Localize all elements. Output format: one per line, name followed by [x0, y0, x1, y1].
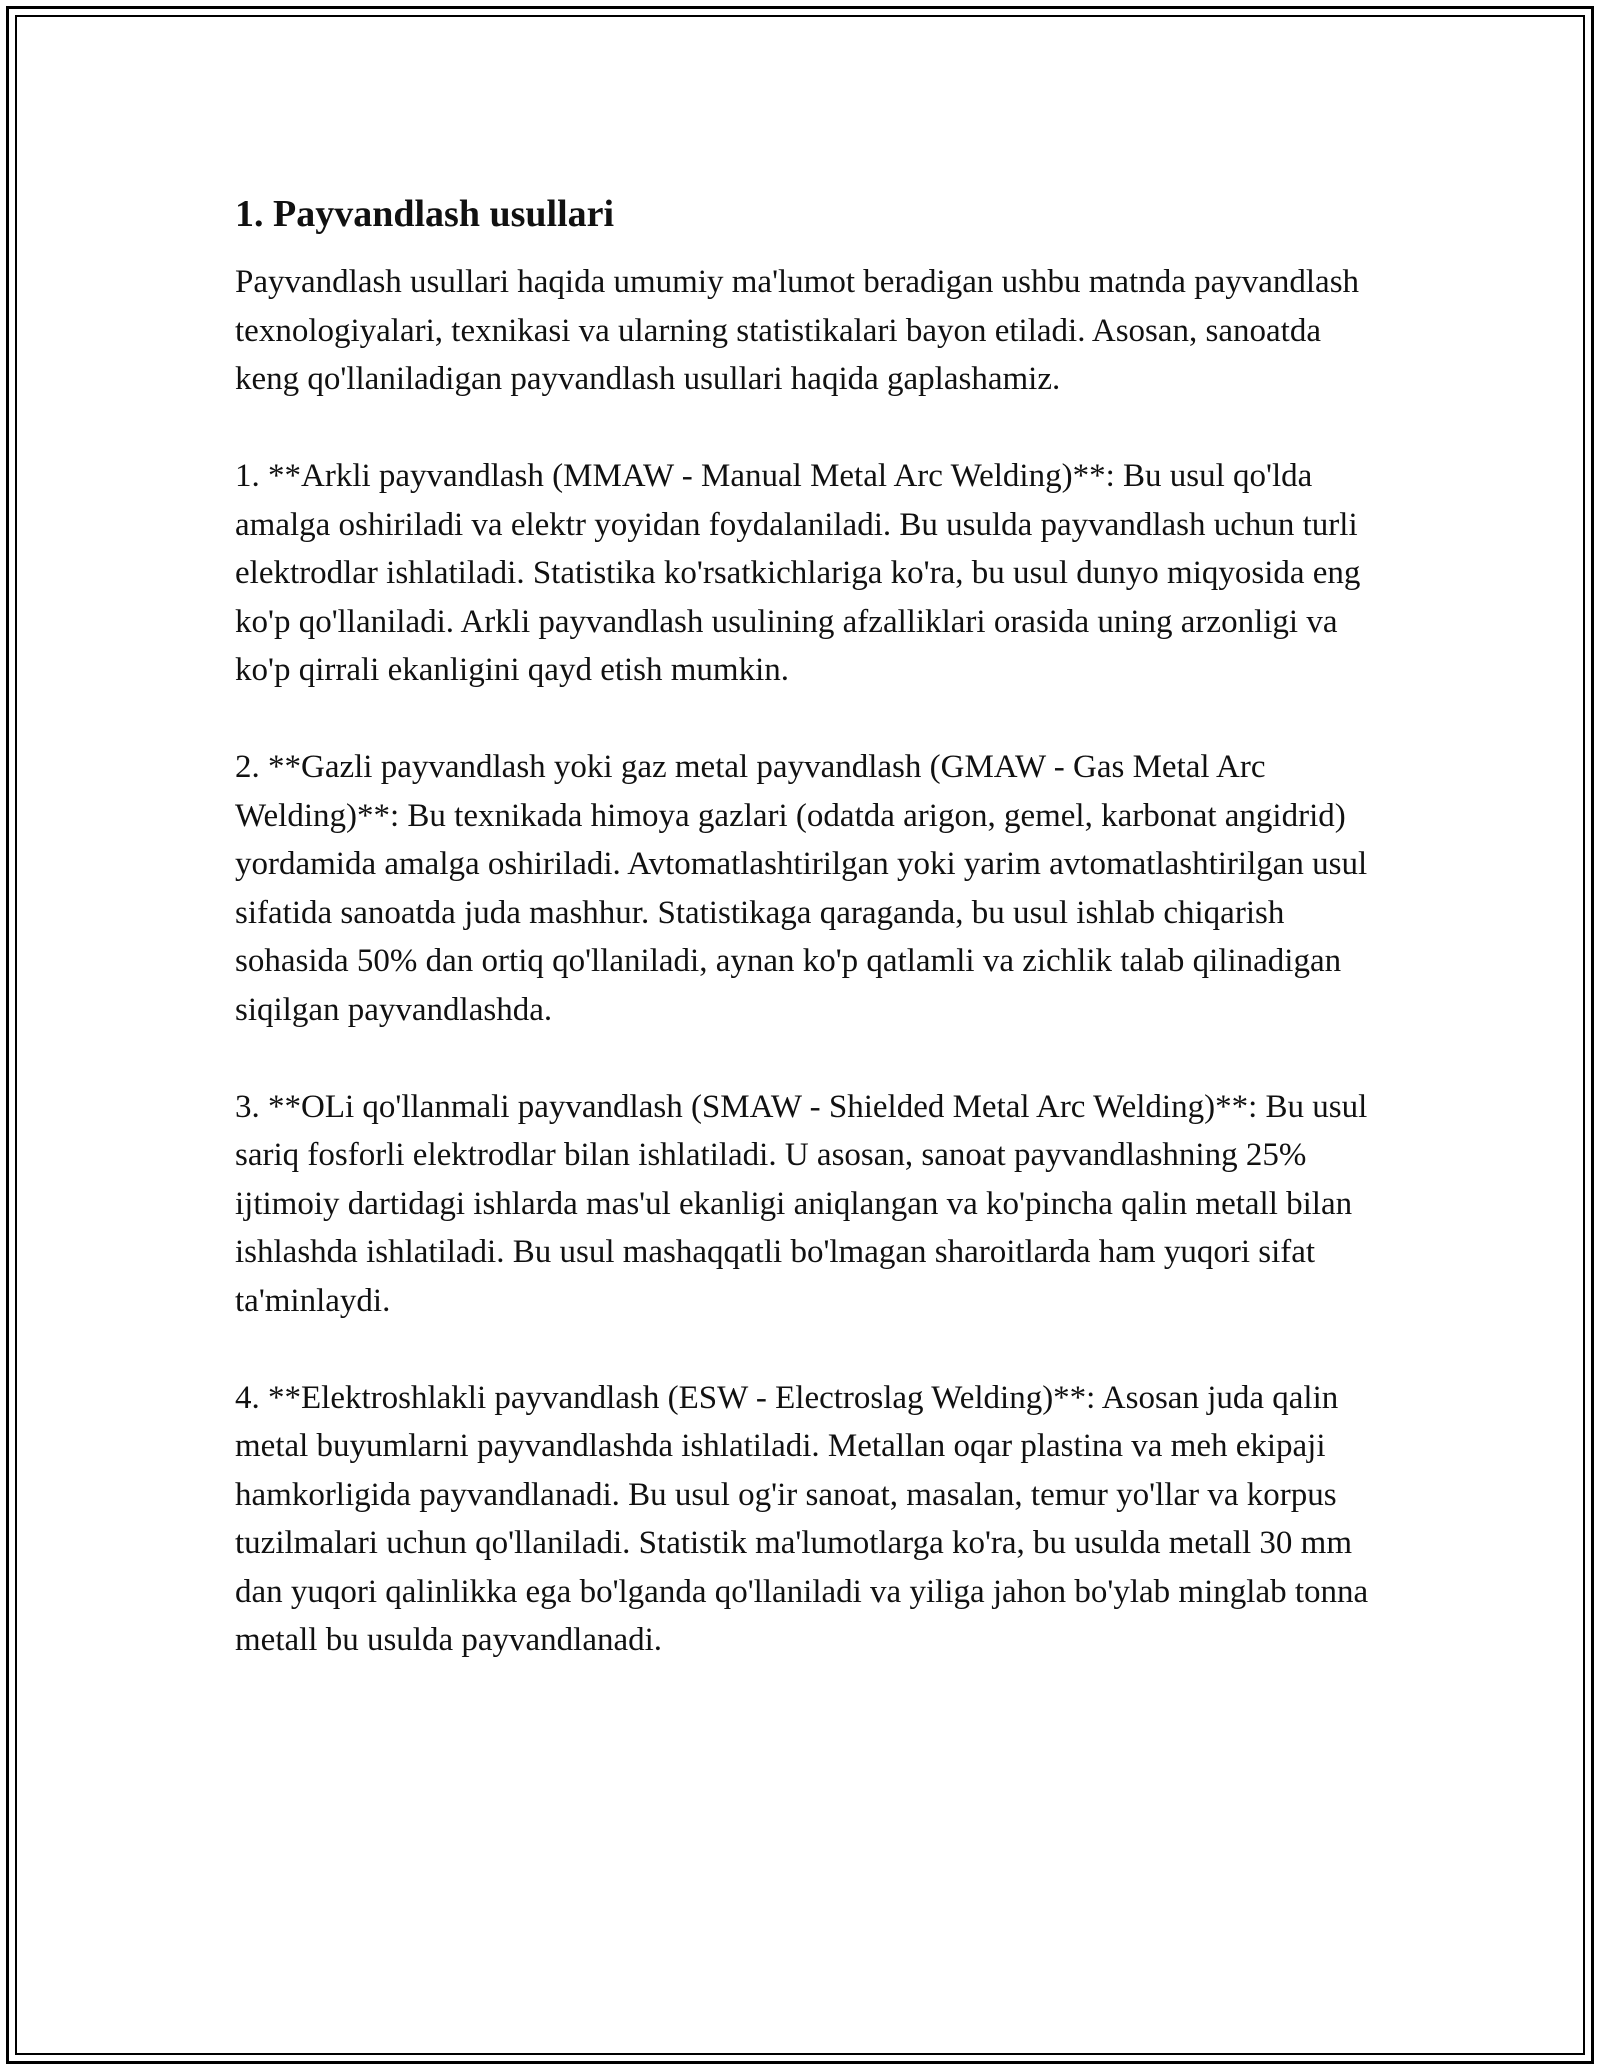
paragraph-esw: 4. **Elektroshlakli payvandlash (ESW - Electroslag Welding)**: Asosan juda qalin metal buyumlarni payvandlashda ishlatiladi. Metallan oqar plastina va meh ekipaji hamkorligida payvandlanadi. Bu usul og'ir sanoat, masalan, temur yo'llar va korpus tuzilmalari uchun qo'llaniladi. Statistik ma'lumotlarga ko'ra, bu usulda metall 30 mm dan yuqori qalinlikka ega bo'lganda qo'llaniladi va yiliga jahon bo'ylab minglab tonna metall bu usulda payvandlanadi.: [235, 1379, 1369, 1658]
paragraph-smaw: 3. **OLi qo'llanmali payvandlash (SMAW - Shielded Metal Arc Welding)**: Bu usul sariq fosforli elektrodlar bilan ishlatiladi. U asosan, sanoat payvandlashning 25% ijtimoiy dartidagi ishlarda mas'ul ekanligi aniqlangan va ko'pincha qalin metall bilan ishlashda ishlatiladi. Bu usul mashaqqatli bo'lmagan sharoitlarda ham yuqori sifat ta'minlaydi.: [235, 1088, 1368, 1319]
document-body: [235, 190, 1385, 1713]
intro-paragraph: Payvandlash usullari haqida umumiy ma'lumot beradigan ushbu matnda payvandlash texnologiyalari, texnikasi va ularning statistikalari bayon etiladi. Asosan, sanoatda keng qo'llaniladigan payvandlash usullari haqida gaplashamiz.: [235, 264, 1360, 397]
paragraph-gmaw: 2. **Gazli payvandlash yoki gaz metal payvandlash (GMAW - Gas Metal Arc Welding)**: Bu texnikada himoya gazlari (odatda arigon, gemel, karbonat angidrid) yordamida amalga oshiriladi. Avtomatlashtirilgan yoki yarim avtomatlashtirilgan usul sifatida sanoatda juda mashhur. Statistikaga qaraganda, bu usul ishlab chiqarish sohasida 50% dan ortiq qo'llaniladi, aynan ko'p qatlamli va zichlik talab qilinadigan siqilgan payvandlashda.: [235, 749, 1368, 1028]
section-heading: 1. Payvandlash usullari: [235, 193, 615, 235]
paragraph-mmaw: 1. **Arkli payvandlash (MMAW - Manual Metal Arc Welding)**: Bu usul qo'lda amalga oshiriladi va elektr yoyidan foydalaniladi. Bu usulda payvandlash uchun turli elektrodlar ishlatiladi. Statistika ko'rsatkichlariga ko'ra, bu usul dunyo miqyosida eng ko'p qo'llaniladi. Arkli payvandlash usulining afzalliklari orasida uning arzonligi va ko'p qirrali ekanligini qayd etish mumkin.: [235, 458, 1361, 688]
